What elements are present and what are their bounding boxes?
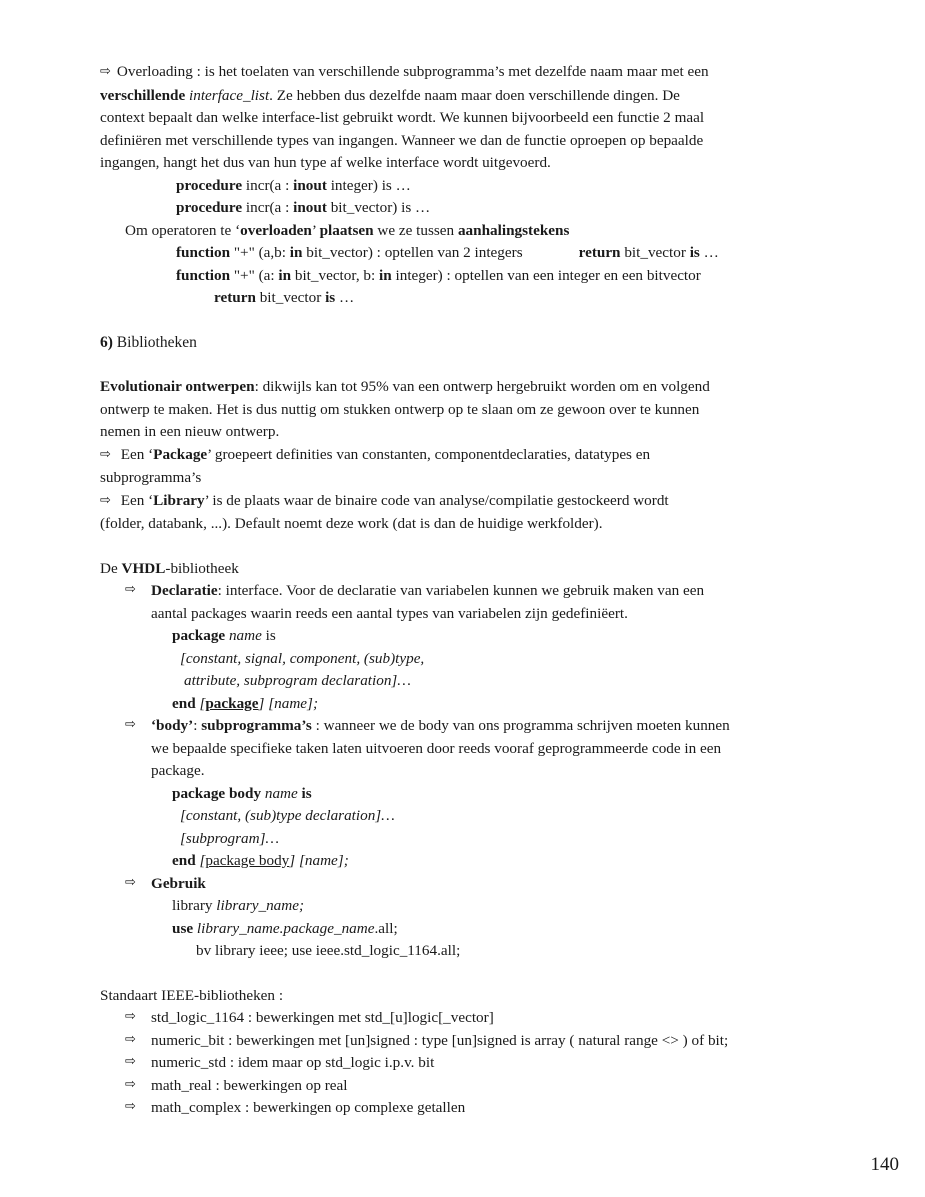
list-item: ⇨ math_real : bewerkingen op real xyxy=(100,1075,830,1098)
section-heading: 6) Bibliotheken xyxy=(100,333,197,351)
overloading-paragraph: ⇨ Overloading : is het toelaten van verschillende subprogramma’s met dezelfde naam maar met een verschillende interface_list. Ze hebben dus dezelfde naam maar doen verschillende dingen. De context bepaalt dan welke interface-list gebruikt wordt. We kunnen bijvoorbeeld een functie 2 maal definiëren met verschillende types van ingangen. Wanneer we dan de functie oproepen op bepaalde ingangen, hangt het dus van hun type af welke interface wordt uitgevoerd. xyxy=(100,63,709,171)
arrow-right-icon: ⇨ xyxy=(125,717,136,732)
list-item: ⇨ std_logic_1164 : bewerkingen met std_[u]logic[_vector] xyxy=(100,1007,830,1030)
list-item: ⇨ Declaratie: interface. Voor de declaratie van variabelen kunnen we gebruik maken van een aantal packages waarin reeds een aantal types van variabelen zijn gedefiniëert. xyxy=(100,580,830,625)
code-line: library library_name; xyxy=(172,897,305,914)
vhdl-heading: De VHDL-bibliotheek xyxy=(100,559,239,577)
arrow-right-icon: ⇨ xyxy=(125,1076,136,1092)
code-line: bv library ieee; use ieee.std_logic_1164.all; xyxy=(196,942,461,959)
operator-overload-line: Om operatoren te ‘overloaden’ plaatsen we ze tussen aanhalingstekens xyxy=(125,221,570,239)
code-line: use library_name.package_name.all; xyxy=(172,919,398,937)
list-item: ⇨ math_complex : bewerkingen op complexe getallen xyxy=(100,1097,830,1120)
arrow-right-icon: ⇨ xyxy=(125,1009,136,1024)
arrow-right-icon: ⇨ xyxy=(100,64,111,79)
code-line: procedure incr(a : inout integer) is … xyxy=(176,176,411,194)
list-item: ⇨ ‘body’: subprogramma’s : wanneer we de body van ons programma schrijven moeten kunnen we bepaalde specifieke taken laten uitvoeren door reeds vooraf geprogrammeerde code in een package. xyxy=(100,715,830,783)
list-item: ⇨ numeric_std : idem maar op std_logic i.p.v. bit xyxy=(100,1052,830,1075)
arrow-right-icon: ⇨ xyxy=(100,446,111,462)
ieee-heading: Standaart IEEE-bibliotheken : xyxy=(100,986,284,1004)
code-line: procedure incr(a : inout bit_vector) is … xyxy=(176,199,431,216)
arrow-right-icon: ⇨ xyxy=(100,492,111,508)
code-line: return bit_vector is … xyxy=(214,289,355,306)
arrow-right-icon: ⇨ xyxy=(125,582,136,597)
code-line: package name is xyxy=(172,627,276,644)
code-line: attribute, subprogram declaration]… xyxy=(184,672,411,689)
code-line: [subprogram]… xyxy=(180,829,280,847)
evolutionair-paragraph: Evolutionair ontwerpen: dikwijls kan tot 95% van een ontwerp hergebruikt worden om en volgend ontwerp te maken. Het is dus nuttig om stukken ontwerp op te slaan om ze gewoon over te kunnen nemen in een nieuw ontwerp. xyxy=(100,378,710,440)
arrow-right-icon: ⇨ xyxy=(125,1099,136,1114)
arrow-right-icon: ⇨ xyxy=(125,1054,136,1069)
document-page xyxy=(100,61,830,1120)
code-line: function "+" (a,b: in bit_vector) : optellen van 2 integers return bit_vector is … xyxy=(176,244,719,261)
list-item: ⇨ numeric_bit : bewerkingen met [un]signed : type [un]signed is array ( natural range <> ) of bit; xyxy=(100,1030,830,1053)
code-line: function "+" (a: in bit_vector, b: in integer) : optellen van een integer en een bitvector xyxy=(176,266,701,284)
code-line: [constant, (sub)type declaration]… xyxy=(180,807,395,824)
arrow-right-icon: ⇨ xyxy=(125,874,136,890)
code-line: package body name is xyxy=(172,784,312,802)
code-line: end [package] [name]; xyxy=(172,694,318,712)
page-number: 140 xyxy=(870,1154,899,1175)
code-line: [constant, signal, component, (sub)type, xyxy=(180,649,425,667)
arrow-right-icon: ⇨ xyxy=(125,1031,136,1047)
code-line: end [package body] [name]; xyxy=(172,852,349,869)
package-paragraph: ⇨ Een ‘Package’ groepeert definities van constanten, componentdeclaraties, datatypes en subprogramma’s xyxy=(100,445,651,486)
library-paragraph: ⇨ Een ‘Library’ is de plaats waar de binaire code van analyse/compilatie gestockeerd wordt (folder, databank, ...). Default noemt deze work (dat is dan de huidige werkfolder). xyxy=(100,491,669,532)
list-item: ⇨ Gebruik xyxy=(100,873,830,896)
